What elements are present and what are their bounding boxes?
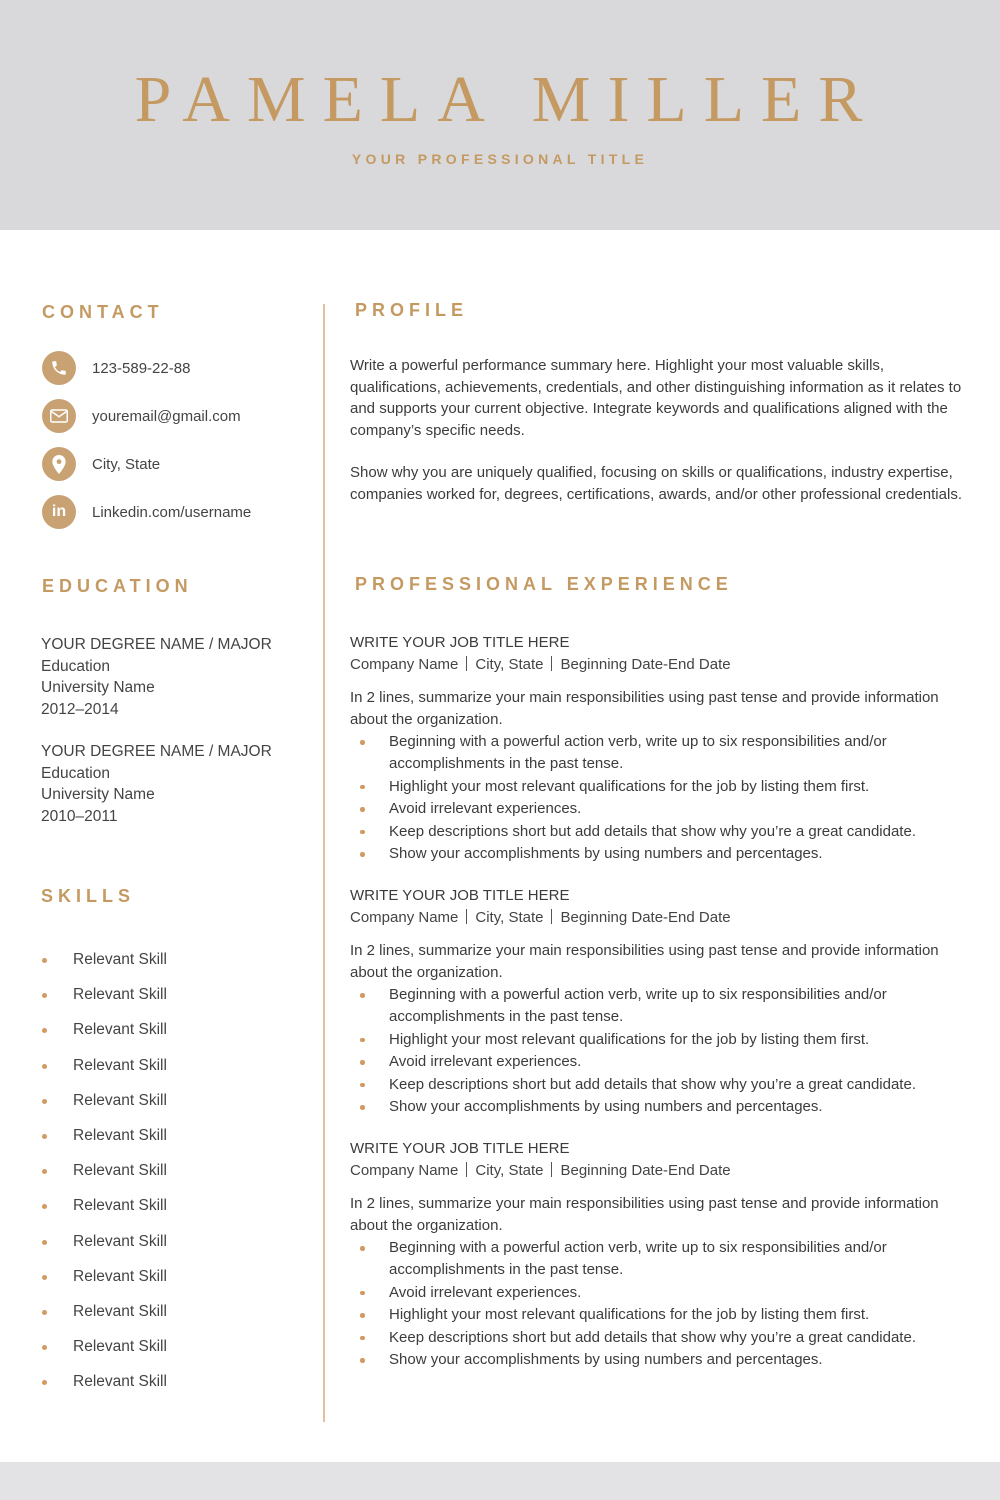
footer-band <box>0 1462 1000 1500</box>
job-dates: Beginning Date-End Date <box>560 1162 731 1179</box>
company-name: Company Name <box>350 656 459 673</box>
company-name: Company Name <box>350 1162 459 1179</box>
job-bullet: Beginning with a powerful action verb, write up to six responsibilities and/or accomplishments in the past tense. <box>350 1237 980 1281</box>
professional-title: YOUR PROFESSIONAL TITLE <box>351 151 649 167</box>
job-bullet: Highlight your most relevant qualifications for the job by listing them first. <box>350 776 980 798</box>
university-name: University Name <box>41 679 155 696</box>
candidate-name: PAMELA MILLER <box>134 63 880 136</box>
linkedin-icon: in <box>42 495 76 529</box>
contact-location-text: City, State <box>92 455 161 473</box>
job-meta <box>350 907 980 929</box>
job-dates: Beginning Date-End Date <box>560 909 731 926</box>
experience-heading: PROFESSIONAL EXPERIENCE <box>355 574 733 594</box>
education-years: 2012–2014 <box>41 700 119 718</box>
job-bullet: Keep descriptions short but add details that show why you’re a great candidate. <box>350 1074 980 1096</box>
job-location: City, State <box>475 909 544 926</box>
job-bullet: Keep descriptions short but add details that show why you’re a great candidate. <box>350 1327 980 1349</box>
skills-heading: SKILLS <box>41 886 136 906</box>
contact-linkedin-text[interactable]: Linkedin.com/username <box>92 503 252 521</box>
job-title: WRITE YOUR JOB TITLE HERE <box>350 1140 570 1157</box>
contact-phone-text: 123-589-22-88 <box>92 359 191 377</box>
job-summary: In 2 lines, summarize your main responsibilities using past tense and provide information about the organization. <box>350 942 939 981</box>
skills-list <box>40 948 167 1405</box>
job-meta <box>350 1160 980 1182</box>
skill-item: Relevant Skill <box>40 1194 167 1229</box>
degree-name: YOUR DEGREE NAME / MAJOR <box>41 743 272 760</box>
skill-item: Relevant Skill <box>40 1230 167 1265</box>
job-bullet: Avoid irrelevant experiences. <box>350 798 980 820</box>
job-entry <box>350 632 980 866</box>
job-summary: In 2 lines, summarize your main responsibilities using past tense and provide information about the organization. <box>350 1195 939 1234</box>
job-bullet: Avoid irrelevant experiences. <box>350 1051 980 1073</box>
job-location: City, State <box>475 1162 544 1179</box>
skill-item: Relevant Skill <box>40 1300 167 1335</box>
job-title: WRITE YOUR JOB TITLE HERE <box>350 634 570 651</box>
job-dates: Beginning Date-End Date <box>560 656 731 673</box>
job-bullet: Beginning with a powerful action verb, write up to six responsibilities and/or accomplishments in the past tense. <box>350 984 980 1028</box>
profile-heading: PROFILE <box>355 300 469 320</box>
job-bullet: Keep descriptions short but add details that show why you’re a great candidate. <box>350 821 980 843</box>
job-bullet: Show your accomplishments by using numbers and percentages. <box>350 1096 980 1118</box>
job-bullets <box>350 731 980 865</box>
skill-item: Relevant Skill <box>40 1335 167 1370</box>
education-entry <box>41 741 272 827</box>
job-meta <box>350 654 980 676</box>
contact-heading: CONTACT <box>42 302 164 322</box>
job-title: WRITE YOUR JOB TITLE HERE <box>350 887 570 904</box>
company-name: Company Name <box>350 909 459 926</box>
skill-item: Relevant Skill <box>40 1018 167 1053</box>
contact-email-text[interactable]: youremail@gmail.com <box>92 407 241 425</box>
location-pin-icon <box>42 447 76 481</box>
contact-phone <box>42 351 190 385</box>
job-summary: In 2 lines, summarize your main responsibilities using past tense and provide information about the organization. <box>350 689 939 728</box>
profile-paragraph: Show why you are uniquely qualified, focusing on skills or qualifications, industry expertise, companies worked for, degrees, certifications, awards, and/or other professional credentials. <box>350 464 962 503</box>
job-location: City, State <box>475 656 544 673</box>
job-bullet: Avoid irrelevant experiences. <box>350 1282 980 1304</box>
contact-linkedin[interactable] <box>42 495 251 529</box>
university-name: University Name <box>41 786 155 803</box>
skill-item: Relevant Skill <box>40 1089 167 1124</box>
job-entry <box>350 885 980 1119</box>
skill-item: Relevant Skill <box>40 983 167 1018</box>
job-bullet: Show your accomplishments by using numbers and percentages. <box>350 843 980 865</box>
education-type: Education <box>41 657 110 675</box>
education-entry <box>41 634 272 720</box>
skill-item: Relevant Skill <box>40 1054 167 1089</box>
email-icon <box>42 399 76 433</box>
job-bullets <box>350 984 980 1118</box>
profile-paragraph: Write a powerful performance summary here. Highlight your most valuable skills, qualifications, achievements, credentials, and other distinguishing information as it relates to and supports your current objective. Integrate keywords and qualifications aligned with the company’s specific needs. <box>350 357 962 439</box>
education-heading: EDUCATION <box>42 576 193 596</box>
job-bullet: Show your accomplishments by using numbers and percentages. <box>350 1349 980 1371</box>
education-years: 2010–2011 <box>41 807 118 825</box>
contact-email[interactable] <box>42 399 241 433</box>
degree-name: YOUR DEGREE NAME / MAJOR <box>41 636 272 653</box>
contact-location <box>42 447 160 481</box>
skill-item: Relevant Skill <box>40 1370 167 1405</box>
skill-item: Relevant Skill <box>40 948 167 983</box>
column-divider <box>323 304 325 1422</box>
skill-item: Relevant Skill <box>40 1159 167 1194</box>
job-bullet: Highlight your most relevant qualifications for the job by listing them first. <box>350 1304 980 1326</box>
job-bullet: Beginning with a powerful action verb, write up to six responsibilities and/or accomplishments in the past tense. <box>350 731 980 775</box>
job-bullets <box>350 1237 980 1371</box>
skill-item: Relevant Skill <box>40 1124 167 1159</box>
skill-item: Relevant Skill <box>40 1265 167 1300</box>
education-type: Education <box>41 764 110 782</box>
phone-icon <box>42 351 76 385</box>
job-entry <box>350 1138 980 1372</box>
job-bullet: Highlight your most relevant qualifications for the job by listing them first. <box>350 1029 980 1051</box>
header-band <box>0 0 1000 230</box>
